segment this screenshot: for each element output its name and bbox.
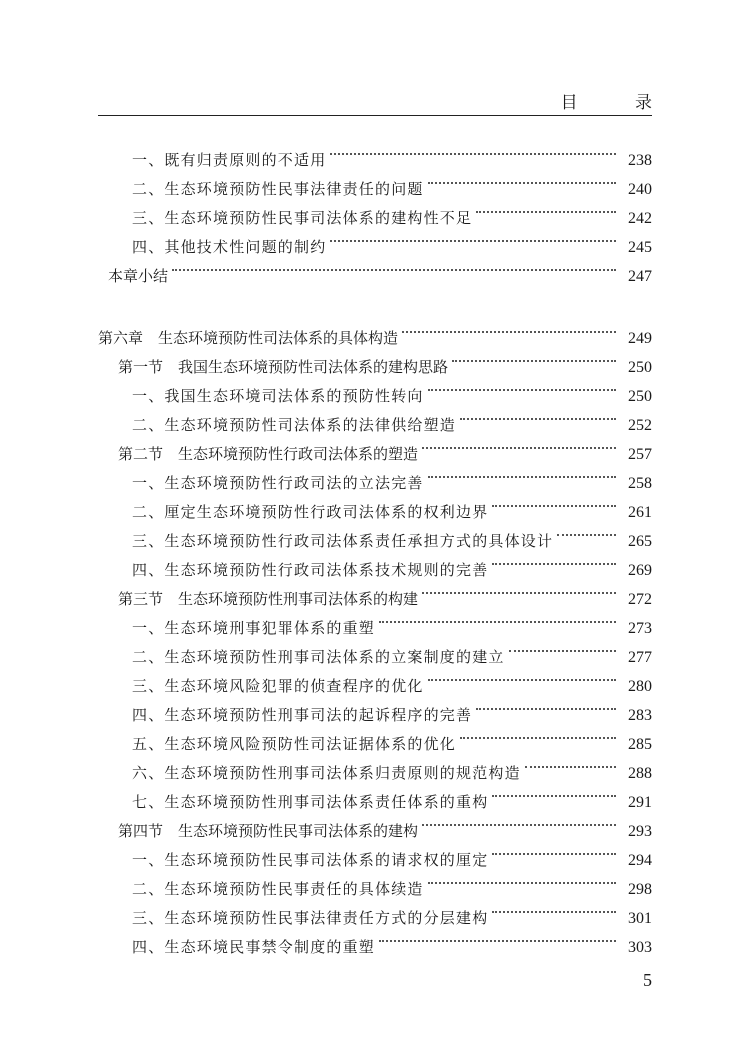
header-rule <box>98 115 652 116</box>
toc-entry-page: 301 <box>628 910 652 927</box>
toc-subsection-entry[interactable] <box>98 165 652 198</box>
toc-dot-leader <box>460 720 616 749</box>
toc-subsection-entry[interactable] <box>98 633 652 666</box>
toc-dot-leader <box>492 488 616 517</box>
toc-dot-leader <box>428 662 616 691</box>
running-header: 目 录 <box>560 93 678 113</box>
toc-dot-leader <box>428 165 616 194</box>
toc-subsection-entry[interactable] <box>98 749 652 782</box>
toc-dot-leader <box>428 865 616 894</box>
toc-subsection-entry[interactable] <box>98 894 652 927</box>
toc-entry-page: 250 <box>628 388 652 405</box>
toc-subsection-entry[interactable] <box>98 546 652 579</box>
toc-dot-leader <box>476 691 616 720</box>
toc-entry-title: 四、其他技术性问题的制约 <box>132 238 327 256</box>
toc-dot-leader <box>509 633 616 662</box>
toc-entry-page: 303 <box>628 939 652 956</box>
toc-entry-page: 247 <box>628 268 652 285</box>
toc-entry-title: 二、厘定生态环境预防性行政司法体系的权利边界 <box>132 503 489 521</box>
toc-summary-entry[interactable] <box>98 252 652 285</box>
toc-entry-page: 258 <box>628 475 652 492</box>
toc-subsection-entry[interactable] <box>98 194 652 227</box>
toc-dot-leader <box>330 223 616 252</box>
toc-entry-page: 272 <box>628 591 652 608</box>
table-of-contents <box>98 136 652 956</box>
toc-entry-page: 240 <box>628 181 652 198</box>
toc-entry-page: 298 <box>628 881 652 898</box>
toc-subsection-entry[interactable] <box>98 720 652 753</box>
toc-entry-page: 277 <box>628 649 652 666</box>
toc-subsection-entry[interactable] <box>98 488 652 521</box>
toc-subsection-entry[interactable] <box>98 604 652 637</box>
toc-entry-page: 257 <box>628 446 652 463</box>
toc-subsection-entry[interactable] <box>98 459 652 492</box>
toc-entry-title: 四、生态环境预防性刑事司法的起诉程序的完善 <box>132 706 473 724</box>
toc-entry-title: 一、既有归责原则的不适用 <box>132 151 327 169</box>
toc-entry-page: 280 <box>628 678 652 695</box>
toc-entry-page: 242 <box>628 210 652 227</box>
toc-subsection-entry[interactable] <box>98 691 652 724</box>
toc-entry-title: 一、我国生态环境司法体系的预防性转向 <box>132 387 424 405</box>
toc-entry-page: 250 <box>628 359 652 376</box>
toc-section-entry[interactable] <box>98 807 652 840</box>
toc-dot-leader <box>330 136 616 165</box>
toc-entry-page: 283 <box>628 707 652 724</box>
toc-dot-leader <box>379 923 616 952</box>
toc-section-entry[interactable] <box>98 575 652 608</box>
toc-entry-title: 二、生态环境预防性民事责任的具体续造 <box>132 880 424 898</box>
toc-entry-title: 一、生态环境刑事犯罪体系的重塑 <box>132 619 376 637</box>
toc-dot-leader <box>476 194 616 223</box>
toc-entry-page: 238 <box>628 152 652 169</box>
toc-entry-title: 二、生态环境预防性司法体系的法律供给塑造 <box>132 416 457 434</box>
toc-entry-title: 四、生态环境预防性行政司法体系技术规则的完善 <box>132 561 489 579</box>
toc-subsection-entry[interactable] <box>98 662 652 695</box>
toc-subsection-entry[interactable] <box>98 923 652 956</box>
toc-dot-leader <box>492 778 616 807</box>
toc-subsection-entry[interactable] <box>98 778 652 811</box>
toc-entry-page: 249 <box>628 330 652 347</box>
toc-subsection-entry[interactable] <box>98 836 652 869</box>
page-number: 5 <box>643 970 652 990</box>
toc-section-entry[interactable] <box>98 430 652 463</box>
toc-dot-leader <box>460 401 616 430</box>
toc-entry-title: 三、生态环境预防性民事司法体系的建构性不足 <box>132 209 473 227</box>
toc-entry-page: 294 <box>628 852 652 869</box>
toc-dot-leader <box>422 430 616 459</box>
toc-entry-page: 291 <box>628 794 652 811</box>
toc-entry-page: 269 <box>628 562 652 579</box>
toc-subsection-entry[interactable] <box>98 865 652 898</box>
toc-entry-title: 一、生态环境预防性民事司法体系的请求权的厘定 <box>132 851 489 869</box>
toc-entry-title: 第三节 生态环境预防性刑事司法体系的构建 <box>118 590 419 608</box>
toc-dot-leader <box>492 546 616 575</box>
toc-dot-leader <box>422 575 616 604</box>
toc-dot-leader <box>428 459 616 488</box>
toc-entry-title: 三、生态环境预防性行政司法体系责任承担方式的具体设计 <box>132 532 554 550</box>
toc-entry-page: 293 <box>628 823 652 840</box>
toc-entry-page: 288 <box>628 765 652 782</box>
toc-dot-leader <box>525 749 616 778</box>
toc-entry-title: 六、生态环境预防性刑事司法体系归责原则的规范构造 <box>132 764 521 782</box>
toc-entry-title: 第一节 我国生态环境预防性司法体系的建构思路 <box>118 358 449 376</box>
toc-subsection-entry[interactable] <box>98 517 652 550</box>
toc-entry-title: 七、生态环境预防性刑事司法体系责任体系的重构 <box>132 793 489 811</box>
toc-entry-page: 252 <box>628 417 652 434</box>
toc-section-entry[interactable] <box>98 343 652 376</box>
toc-subsection-entry[interactable] <box>98 401 652 434</box>
toc-chapter-entry[interactable] <box>98 314 652 347</box>
toc-dot-leader <box>557 517 616 546</box>
toc-entry-page: 265 <box>628 533 652 550</box>
toc-entry-page: 245 <box>628 239 652 256</box>
toc-dot-leader <box>492 836 616 865</box>
toc-entry-title: 四、生态环境民事禁令制度的重塑 <box>132 938 376 956</box>
toc-entry-page: 261 <box>628 504 652 521</box>
toc-entry-title: 第二节 生态环境预防性行政司法体系的塑造 <box>118 445 419 463</box>
toc-dot-leader <box>428 372 616 401</box>
toc-dot-leader <box>422 807 616 836</box>
toc-dot-leader <box>379 604 616 633</box>
toc-spacer <box>98 281 652 314</box>
toc-entry-title: 本章小结 <box>108 267 169 285</box>
toc-dot-leader <box>402 314 616 343</box>
toc-subsection-entry[interactable] <box>98 223 652 256</box>
toc-entry-title: 第四节 生态环境预防性民事司法体系的建构 <box>118 822 419 840</box>
toc-dot-leader <box>492 894 616 923</box>
toc-entry-title: 第六章 生态环境预防性司法体系的具体构造 <box>98 329 399 347</box>
toc-entry-title: 三、生态环境风险犯罪的侦查程序的优化 <box>132 677 424 695</box>
toc-entry-title: 二、生态环境预防性民事法律责任的问题 <box>132 180 424 198</box>
toc-dot-leader <box>452 343 616 372</box>
toc-subsection-entry[interactable] <box>98 136 652 169</box>
toc-subsection-entry[interactable] <box>98 372 652 405</box>
toc-entry-page: 273 <box>628 620 652 637</box>
toc-entry-title: 五、生态环境风险预防性司法证据体系的优化 <box>132 735 457 753</box>
toc-dot-leader <box>172 252 616 281</box>
toc-entry-title: 三、生态环境预防性民事法律责任方式的分层建构 <box>132 909 489 927</box>
toc-entry-title: 一、生态环境预防性行政司法的立法完善 <box>132 474 424 492</box>
toc-entry-page: 285 <box>628 736 652 753</box>
toc-entry-title: 二、生态环境预防性刑事司法体系的立案制度的建立 <box>132 648 505 666</box>
